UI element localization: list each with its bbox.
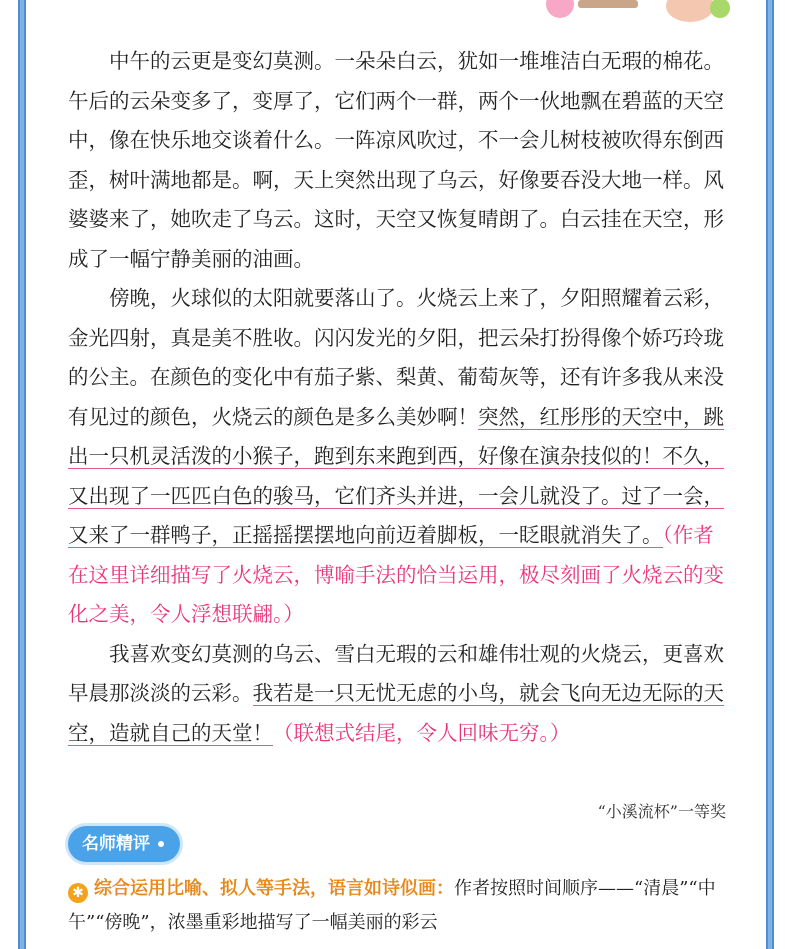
leaf-icon: [710, 0, 730, 18]
teacher-review: [68, 872, 726, 940]
review-badge: 名师精评: [68, 826, 180, 862]
header-circle-icon: [546, 0, 574, 18]
cartoon-character-icon: [666, 0, 714, 22]
review-body: 作者按照时间顺序——“清晨”“中午”“傍晚”，浓墨重彩地描写了一幅美丽的彩云: [68, 878, 716, 933]
page-border-left: [18, 0, 26, 949]
dot-icon: [158, 841, 164, 847]
review-heading: 综合运用比喻、拟人等手法，语言如诗似画：: [94, 878, 454, 899]
header-tag: [578, 0, 638, 8]
essay-body: [68, 42, 726, 753]
header-decoration: [520, 0, 740, 28]
underlined-passage: 突然，红彤彤的天空中，跳出一只机灵活泼的小猴子，跑到东来跑到西，好像在演杂技似的！不久，又出现了一匹匹白色的骏马，它们齐头并进，一会儿就没了。过了一会，又来了一群鸭子，正摇摇摆摆地向前迈着脚板，一眨眼就消失了。: [68, 404, 724, 547]
page-border-right: [766, 0, 774, 949]
annotation-note: （作者在这里详细描写了火烧云，博喻手法的恰当运用，极尽刻画了火烧云的变化之美，令人浮想联翩。）: [68, 523, 724, 626]
award-label: “小溪流杯”一等奖: [597, 802, 726, 821]
paragraph-noon: 中午的云更是变幻莫测。一朵朵白云，犹如一堆堆洁白无瑕的棉花。午后的云朵变多了，变厚了，它们两个一群，两个一伙地飘在碧蓝的天空中，像在快乐地交谈着什么。一阵凉风吹过，不一会儿树枝被吹得东倒西歪，树叶满地都是。啊，天上突然出现了乌云，好像要吞没大地一样。风婆婆来了，她吹走了乌云。这时，天空又恢复晴朗了。白云挂在天空，形成了一幅宁静美丽的油画。: [68, 49, 724, 271]
star-icon: ✱: [68, 883, 88, 903]
paragraph-ending: 我喜欢变幻莫测的乌云、雪白无瑕的云和雄伟壮观的火烧云，更喜欢早晨那淡淡的云彩。我若是一只无忧无虑的小鸟，就会飞向无边无际的天空，造就自己的天堂！（联想式结尾，令人回味无穷。）: [68, 641, 724, 745]
underlined-passage: 我若是一只无忧无虑的小鸟，就会飞向无边无际的天空，造就自己的天堂！: [68, 681, 724, 745]
annotation-note: （联想式结尾，令人回味无穷。）: [273, 720, 571, 745]
paragraph-evening: 傍晚，火球似的太阳就要落山了。火烧云上来了，夕阳照耀着云彩，金光四射，真是美不胜收。闪闪发光的夕阳，把云朵打扮得像个娇巧玲珑的公主。在颜色的变化中有茄子紫、梨黄、葡萄灰等，还有许多我从来没有见过的颜色，火烧云的颜色是多么美妙啊！突然，红彤彤的天空中，跳出一只机灵活泼的小猴子，跑到东来跑到西，好像在演杂技似的！不久，又出现了一匹匹白色的骏马，它们齐头并进，一会儿就没了。过了一会，又来了一群鸭子，正摇摇摆摆地向前迈着脚板，一眨眼就消失了。（作者在这里详细描写了火烧云，博喻手法的恰当运用，极尽刻画了火烧云的变化之美，令人浮想联翩。）: [68, 286, 724, 626]
